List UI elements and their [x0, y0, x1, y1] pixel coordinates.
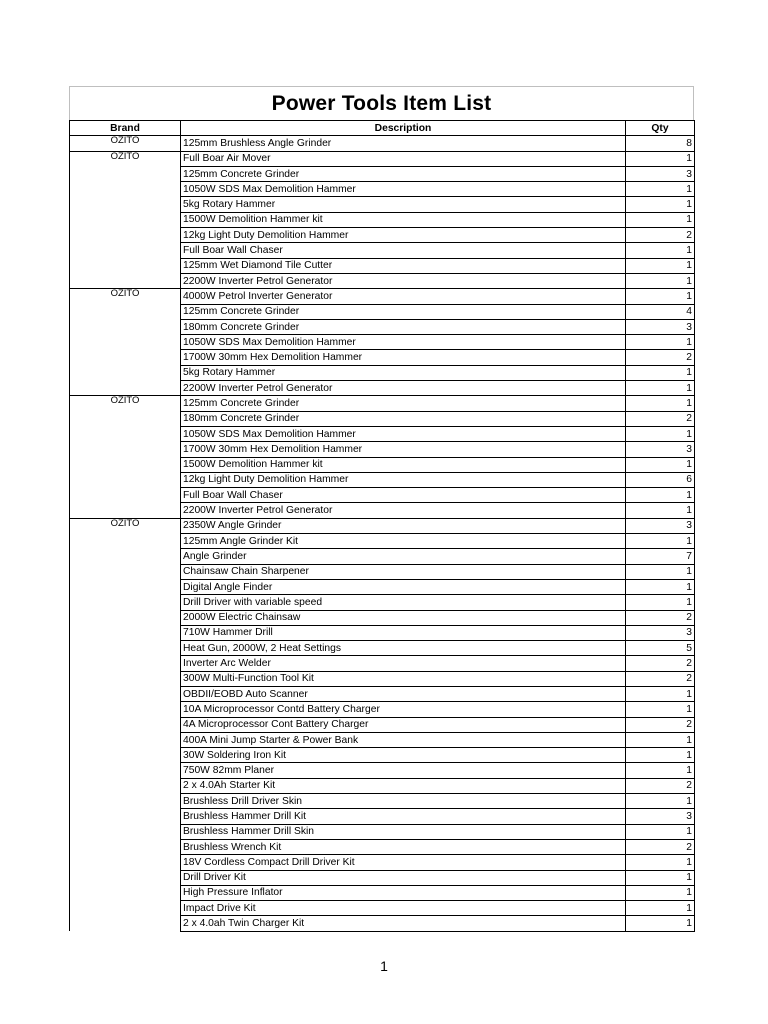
- description-cell: 1050W SDS Max Demolition Hammer: [181, 426, 626, 441]
- brand-cell: [70, 534, 181, 549]
- brand-cell: [70, 625, 181, 640]
- brand-cell: [70, 304, 181, 319]
- brand-cell: OZITO: [70, 136, 181, 151]
- brand-cell: [70, 258, 181, 273]
- page-title: Power Tools Item List: [271, 91, 492, 115]
- brand-cell: [70, 503, 181, 518]
- brand-cell: [70, 809, 181, 824]
- qty-cell: 2: [626, 778, 695, 793]
- table-header-row: [70, 121, 695, 136]
- description-cell: 5kg Rotary Hammer: [181, 197, 626, 212]
- qty-cell: 8: [626, 136, 695, 151]
- qty-cell: 1: [626, 564, 695, 579]
- qty-cell: 1: [626, 748, 695, 763]
- brand-cell: [70, 748, 181, 763]
- qty-cell: 1: [626, 794, 695, 809]
- table-row: [70, 748, 695, 763]
- description-cell: 180mm Concrete Grinder: [181, 411, 626, 426]
- table-row: [70, 273, 695, 288]
- qty-cell: 1: [626, 686, 695, 701]
- brand-cell: [70, 916, 181, 931]
- description-cell: Full Boar Wall Chaser: [181, 243, 626, 258]
- table-row: [70, 732, 695, 747]
- brand-cell: [70, 488, 181, 503]
- qty-cell: 2: [626, 350, 695, 365]
- table-row: [70, 228, 695, 243]
- description-cell: 400A Mini Jump Starter & Power Bank: [181, 732, 626, 747]
- brand-cell: [70, 717, 181, 732]
- brand-cell: [70, 549, 181, 564]
- brand-cell: [70, 901, 181, 916]
- description-cell: Drill Driver with variable speed: [181, 595, 626, 610]
- table-row: [70, 579, 695, 594]
- description-cell: 125mm Wet Diamond Tile Cutter: [181, 258, 626, 273]
- brand-column-header: Brand: [70, 121, 181, 136]
- table-row: [70, 518, 695, 533]
- brand-cell: [70, 350, 181, 365]
- qty-cell: 1: [626, 855, 695, 870]
- brand-cell: [70, 885, 181, 900]
- brand-cell: [70, 763, 181, 778]
- qty-cell: 2: [626, 228, 695, 243]
- description-cell: 2 x 4.0Ah Starter Kit: [181, 778, 626, 793]
- qty-cell: 1: [626, 182, 695, 197]
- description-column-header: Description: [181, 121, 626, 136]
- brand-cell: [70, 702, 181, 717]
- qty-cell: 1: [626, 289, 695, 304]
- brand-cell: [70, 855, 181, 870]
- description-cell: 1050W SDS Max Demolition Hammer: [181, 182, 626, 197]
- description-cell: 2000W Electric Chainsaw: [181, 610, 626, 625]
- qty-cell: 1: [626, 212, 695, 227]
- qty-cell: 1: [626, 916, 695, 931]
- description-cell: Digital Angle Finder: [181, 579, 626, 594]
- item-table: [69, 120, 695, 932]
- description-cell: 2200W Inverter Petrol Generator: [181, 381, 626, 396]
- table-row: [70, 319, 695, 334]
- description-cell: Angle Grinder: [181, 549, 626, 564]
- qty-cell: 1: [626, 457, 695, 472]
- table-row: [70, 426, 695, 441]
- brand-cell: OZITO: [70, 289, 181, 304]
- table-row: [70, 289, 695, 304]
- table-row: [70, 182, 695, 197]
- table-row: [70, 610, 695, 625]
- brand-cell: [70, 273, 181, 288]
- table-row: [70, 151, 695, 166]
- brand-cell: OZITO: [70, 518, 181, 533]
- qty-cell: 1: [626, 258, 695, 273]
- brand-cell: [70, 319, 181, 334]
- item-list-sheet: [69, 86, 694, 932]
- description-cell: 2200W Inverter Petrol Generator: [181, 503, 626, 518]
- table-row: [70, 717, 695, 732]
- qty-cell: 3: [626, 442, 695, 457]
- table-row: [70, 901, 695, 916]
- table-row: [70, 212, 695, 227]
- brand-cell: [70, 182, 181, 197]
- table-row: [70, 243, 695, 258]
- qty-cell: 1: [626, 243, 695, 258]
- description-cell: 1500W Demolition Hammer kit: [181, 457, 626, 472]
- table-row: [70, 304, 695, 319]
- qty-cell: 1: [626, 824, 695, 839]
- brand-cell: [70, 671, 181, 686]
- qty-cell: 1: [626, 503, 695, 518]
- brand-cell: [70, 197, 181, 212]
- description-cell: 750W 82mm Planer: [181, 763, 626, 778]
- qty-cell: 7: [626, 549, 695, 564]
- table-row: [70, 855, 695, 870]
- description-cell: OBDII/EOBD Auto Scanner: [181, 686, 626, 701]
- description-cell: 12kg Light Duty Demolition Hammer: [181, 472, 626, 487]
- description-cell: Brushless Drill Driver Skin: [181, 794, 626, 809]
- table-row: [70, 702, 695, 717]
- brand-cell: [70, 686, 181, 701]
- qty-cell: 1: [626, 702, 695, 717]
- table-row: [70, 197, 695, 212]
- qty-cell: 3: [626, 166, 695, 181]
- table-row: [70, 763, 695, 778]
- description-cell: 125mm Concrete Grinder: [181, 304, 626, 319]
- table-row: [70, 564, 695, 579]
- brand-cell: [70, 641, 181, 656]
- table-row: [70, 885, 695, 900]
- description-cell: 1700W 30mm Hex Demolition Hammer: [181, 442, 626, 457]
- brand-cell: OZITO: [70, 396, 181, 411]
- brand-cell: [70, 610, 181, 625]
- table-row: [70, 671, 695, 686]
- qty-cell: 1: [626, 534, 695, 549]
- qty-cell: 3: [626, 625, 695, 640]
- description-cell: Full Boar Air Mover: [181, 151, 626, 166]
- description-cell: 180mm Concrete Grinder: [181, 319, 626, 334]
- table-row: [70, 365, 695, 380]
- qty-cell: 1: [626, 885, 695, 900]
- brand-cell: [70, 595, 181, 610]
- description-cell: Chainsaw Chain Sharpener: [181, 564, 626, 579]
- description-cell: Brushless Wrench Kit: [181, 839, 626, 854]
- table-row: [70, 258, 695, 273]
- brand-cell: [70, 472, 181, 487]
- brand-cell: [70, 426, 181, 441]
- description-cell: 710W Hammer Drill: [181, 625, 626, 640]
- table-row: [70, 411, 695, 426]
- qty-cell: 3: [626, 809, 695, 824]
- qty-cell: 3: [626, 518, 695, 533]
- qty-cell: 1: [626, 151, 695, 166]
- qty-cell: 1: [626, 365, 695, 380]
- brand-cell: [70, 824, 181, 839]
- qty-cell: 2: [626, 610, 695, 625]
- qty-cell: 1: [626, 197, 695, 212]
- brand-cell: [70, 411, 181, 426]
- description-cell: 125mm Angle Grinder Kit: [181, 534, 626, 549]
- brand-cell: [70, 212, 181, 227]
- qty-cell: 1: [626, 426, 695, 441]
- table-row: [70, 488, 695, 503]
- brand-cell: [70, 794, 181, 809]
- brand-cell: [70, 839, 181, 854]
- title-row: [69, 86, 694, 120]
- qty-cell: 2: [626, 656, 695, 671]
- qty-cell: 3: [626, 319, 695, 334]
- table-row: [70, 656, 695, 671]
- description-cell: 1050W SDS Max Demolition Hammer: [181, 335, 626, 350]
- description-cell: 2 x 4.0ah Twin Charger Kit: [181, 916, 626, 931]
- table-row: [70, 534, 695, 549]
- qty-cell: 1: [626, 595, 695, 610]
- page-number: 1: [380, 958, 388, 974]
- table-row: [70, 166, 695, 181]
- table-row: [70, 824, 695, 839]
- description-cell: Heat Gun, 2000W, 2 Heat Settings: [181, 641, 626, 656]
- table-row: [70, 641, 695, 656]
- description-cell: High Pressure Inflator: [181, 885, 626, 900]
- description-cell: 4A Microprocessor Cont Battery Charger: [181, 717, 626, 732]
- table-row: [70, 916, 695, 931]
- table-row: [70, 350, 695, 365]
- table-row: [70, 549, 695, 564]
- description-cell: 12kg Light Duty Demolition Hammer: [181, 228, 626, 243]
- description-cell: 10A Microprocessor Contd Battery Charger: [181, 702, 626, 717]
- qty-cell: 2: [626, 717, 695, 732]
- table-row: [70, 595, 695, 610]
- brand-cell: [70, 870, 181, 885]
- qty-cell: 2: [626, 839, 695, 854]
- brand-cell: [70, 228, 181, 243]
- brand-cell: [70, 335, 181, 350]
- table-row: [70, 136, 695, 151]
- qty-cell: 1: [626, 732, 695, 747]
- description-cell: Impact Drive Kit: [181, 901, 626, 916]
- description-cell: 30W Soldering Iron Kit: [181, 748, 626, 763]
- qty-cell: 1: [626, 579, 695, 594]
- description-cell: 125mm Concrete Grinder: [181, 166, 626, 181]
- qty-cell: 1: [626, 763, 695, 778]
- description-cell: 300W Multi-Function Tool Kit: [181, 671, 626, 686]
- brand-cell: [70, 442, 181, 457]
- qty-cell: 1: [626, 396, 695, 411]
- description-cell: Inverter Arc Welder: [181, 656, 626, 671]
- qty-cell: 1: [626, 381, 695, 396]
- table-row: [70, 381, 695, 396]
- description-cell: 1700W 30mm Hex Demolition Hammer: [181, 350, 626, 365]
- qty-cell: 1: [626, 870, 695, 885]
- qty-cell: 1: [626, 488, 695, 503]
- description-cell: 4000W Petrol Inverter Generator: [181, 289, 626, 304]
- qty-cell: 2: [626, 411, 695, 426]
- table-row: [70, 503, 695, 518]
- qty-cell: 2: [626, 671, 695, 686]
- table-row: [70, 686, 695, 701]
- brand-cell: [70, 656, 181, 671]
- table-row: [70, 335, 695, 350]
- brand-cell: [70, 381, 181, 396]
- brand-cell: [70, 564, 181, 579]
- brand-cell: [70, 778, 181, 793]
- description-cell: 18V Cordless Compact Drill Driver Kit: [181, 855, 626, 870]
- qty-column-header: Qty: [626, 121, 695, 136]
- qty-cell: 6: [626, 472, 695, 487]
- description-cell: 125mm Brushless Angle Grinder: [181, 136, 626, 151]
- table-row: [70, 794, 695, 809]
- description-cell: 125mm Concrete Grinder: [181, 396, 626, 411]
- brand-cell: [70, 732, 181, 747]
- table-row: [70, 778, 695, 793]
- brand-cell: OZITO: [70, 151, 181, 166]
- description-cell: Full Boar Wall Chaser: [181, 488, 626, 503]
- table-row: [70, 472, 695, 487]
- description-cell: 2200W Inverter Petrol Generator: [181, 273, 626, 288]
- brand-cell: [70, 243, 181, 258]
- table-row: [70, 625, 695, 640]
- table-row: [70, 442, 695, 457]
- brand-cell: [70, 365, 181, 380]
- description-cell: Brushless Hammer Drill Skin: [181, 824, 626, 839]
- table-row: [70, 839, 695, 854]
- brand-cell: [70, 457, 181, 472]
- description-cell: 1500W Demolition Hammer kit: [181, 212, 626, 227]
- description-cell: 2350W Angle Grinder: [181, 518, 626, 533]
- description-cell: Brushless Hammer Drill Kit: [181, 809, 626, 824]
- table-row: [70, 457, 695, 472]
- qty-cell: 1: [626, 901, 695, 916]
- description-cell: Drill Driver Kit: [181, 870, 626, 885]
- qty-cell: 5: [626, 641, 695, 656]
- qty-cell: 4: [626, 304, 695, 319]
- qty-cell: 1: [626, 273, 695, 288]
- brand-cell: [70, 579, 181, 594]
- description-cell: 5kg Rotary Hammer: [181, 365, 626, 380]
- qty-cell: 1: [626, 335, 695, 350]
- brand-cell: [70, 166, 181, 181]
- table-row: [70, 396, 695, 411]
- table-row: [70, 809, 695, 824]
- table-row: [70, 870, 695, 885]
